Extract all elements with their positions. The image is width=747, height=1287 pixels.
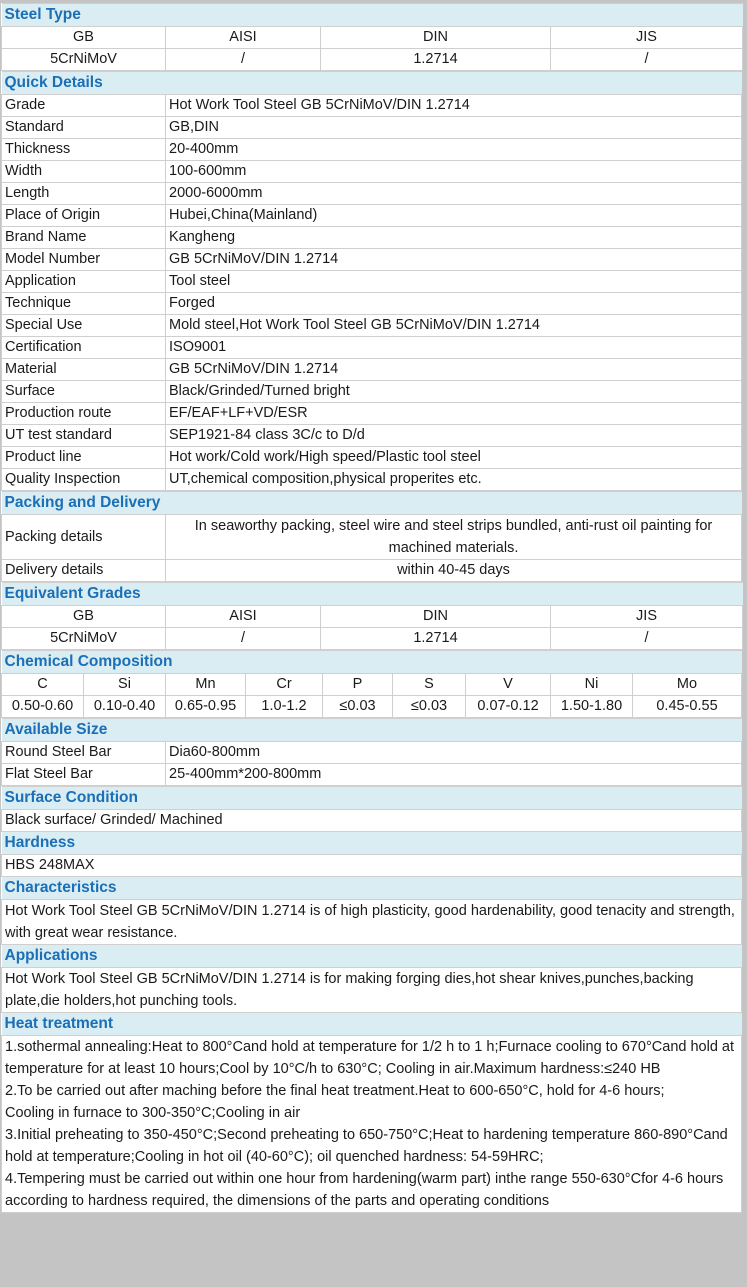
section-title-characteristics: Characteristics [2, 877, 742, 900]
header-din: DIN [321, 606, 551, 628]
row-value: 25-400mm*200-800mm [166, 764, 742, 786]
applications-text: Hot Work Tool Steel GB 5CrNiMoV/DIN 1.2714 is for making forging dies,hot shear knives,punches,backing plate,die holders,hot punching tools. [2, 968, 742, 1013]
element-c: C [2, 674, 84, 696]
table-row [2, 227, 742, 249]
equivalent-grades-table [1, 582, 743, 650]
row-label: Certification [2, 337, 166, 359]
element-ni: Ni [551, 674, 633, 696]
available-size-table [1, 718, 742, 786]
row-value: Kangheng [166, 227, 742, 249]
packing-delivery-table [1, 491, 742, 582]
steel-type-value-row [2, 49, 743, 71]
table-row [2, 425, 742, 447]
characteristics-text: Hot Work Tool Steel GB 5CrNiMoV/DIN 1.2714 is of high plasticity, good hardenability, good tenacity and strength, with great wear resistance. [2, 900, 742, 945]
row-label: Round Steel Bar [2, 742, 166, 764]
section-title-quick-details: Quick Details [2, 72, 742, 95]
heat-treatment-step: 4.Tempering must be carried out within one hour from hardening(warm part) inthe range 550-630°Cfor 4-6 hours according to hardness required, the dimensions of the parts and operating conditions [5, 1171, 724, 1209]
table-row [2, 560, 742, 582]
row-label: Material [2, 359, 166, 381]
row-label: Quality Inspection [2, 469, 166, 491]
table-row [2, 515, 742, 560]
value-aisi: / [166, 628, 321, 650]
element-si: Si [84, 674, 166, 696]
table-row [2, 183, 742, 205]
table-row [2, 139, 742, 161]
row-value: Hot Work Tool Steel GB 5CrNiMoV/DIN 1.2714 [166, 95, 742, 117]
row-value: UT,chemical composition,physical properites etc. [166, 469, 742, 491]
row-value: Hubei,China(Mainland) [166, 205, 742, 227]
steel-spec-document [1, 3, 742, 1213]
row-value: Black/Grinded/Turned bright [166, 381, 742, 403]
steel-type-table [1, 3, 743, 71]
row-value: Hot work/Cold work/High speed/Plastic tool steel [166, 447, 742, 469]
value-jis: / [551, 628, 743, 650]
row-label: Application [2, 271, 166, 293]
row-label: Thickness [2, 139, 166, 161]
element-s: S [393, 674, 466, 696]
table-row [2, 205, 742, 227]
table-row [2, 469, 742, 491]
row-value: GB 5CrNiMoV/DIN 1.2714 [166, 359, 742, 381]
row-value: 100-600mm [166, 161, 742, 183]
heat-treatment-step: 1.sothermal annealing:Heat to 800°Cand hold at temperature for 1/2 h to 1 h;Furnace cooling to 670°Cand hold at temperature for at least 10 hours;Cool by 10°C/h to 630°C; Cooling in air.Maximum hardness:≤240 HB [5, 1039, 735, 1077]
table-row [2, 293, 742, 315]
value-mn: 0.65-0.95 [166, 696, 246, 718]
value-v: 0.07-0.12 [466, 696, 551, 718]
steel-type-header-row [2, 27, 743, 49]
equivalent-grades-header-row [2, 606, 743, 628]
row-label: Flat Steel Bar [2, 764, 166, 786]
section-title-equivalent-grades: Equivalent Grades [2, 583, 743, 606]
row-value: within 40-45 days [166, 560, 742, 582]
text-sections-table [1, 786, 742, 1213]
row-value: GB,DIN [166, 117, 742, 139]
heat-treatment-step: Cooling in furnace to 300-350°C;Cooling in air [5, 1105, 301, 1121]
table-row [2, 381, 742, 403]
row-label: Place of Origin [2, 205, 166, 227]
section-title-heat-treatment: Heat treatment [2, 1013, 742, 1036]
row-label: UT test standard [2, 425, 166, 447]
row-label: Length [2, 183, 166, 205]
row-label: Surface [2, 381, 166, 403]
hardness-text: HBS 248MAX [2, 855, 742, 877]
table-row [2, 359, 742, 381]
element-mo: Mo [633, 674, 742, 696]
value-jis: / [551, 49, 743, 71]
row-value: EF/EAF+LF+VD/ESR [166, 403, 742, 425]
row-value: SEP1921-84 class 3C/c to D/d [166, 425, 742, 447]
value-gb: 5CrNiMoV [2, 49, 166, 71]
row-label: Width [2, 161, 166, 183]
section-title-available-size: Available Size [2, 719, 742, 742]
row-value: GB 5CrNiMoV/DIN 1.2714 [166, 249, 742, 271]
header-gb: GB [2, 606, 166, 628]
element-mn: Mn [166, 674, 246, 696]
table-row [2, 161, 742, 183]
element-v: V [466, 674, 551, 696]
row-label: Delivery details [2, 560, 166, 582]
table-row [2, 742, 742, 764]
table-row [2, 95, 742, 117]
section-title-packing-delivery: Packing and Delivery [2, 492, 742, 515]
element-header-row [2, 674, 742, 696]
row-value: 2000-6000mm [166, 183, 742, 205]
row-value: Tool steel [166, 271, 742, 293]
section-title-steel-type: Steel Type [2, 4, 743, 27]
value-gb: 5CrNiMoV [2, 628, 166, 650]
surface-condition-text: Black surface/ Grinded/ Machined [2, 810, 742, 832]
row-value: Forged [166, 293, 742, 315]
value-p: ≤0.03 [323, 696, 393, 718]
row-value: 20-400mm [166, 139, 742, 161]
section-title-chemical-composition: Chemical Composition [2, 651, 742, 674]
element-p: P [323, 674, 393, 696]
chemical-composition-table [1, 650, 742, 718]
row-value: In seaworthy packing, steel wire and steel strips bundled, anti-rust oil painting for machined materials. [166, 515, 742, 560]
value-din: 1.2714 [321, 628, 551, 650]
element-value-row [2, 696, 742, 718]
value-aisi: / [166, 49, 321, 71]
header-jis: JIS [551, 606, 743, 628]
element-cr: Cr [246, 674, 323, 696]
table-row [2, 337, 742, 359]
table-row [2, 271, 742, 293]
header-din: DIN [321, 27, 551, 49]
row-label: Grade [2, 95, 166, 117]
row-label: Special Use [2, 315, 166, 337]
section-title-applications: Applications [2, 945, 742, 968]
value-din: 1.2714 [321, 49, 551, 71]
header-jis: JIS [551, 27, 743, 49]
equivalent-grades-value-row [2, 628, 743, 650]
section-title-hardness: Hardness [2, 832, 742, 855]
header-gb: GB [2, 27, 166, 49]
quick-details-table [1, 71, 742, 491]
table-row [2, 117, 742, 139]
header-aisi: AISI [166, 606, 321, 628]
row-label: Packing details [2, 515, 166, 560]
row-label: Technique [2, 293, 166, 315]
value-s: ≤0.03 [393, 696, 466, 718]
heat-treatment-body [2, 1036, 742, 1213]
section-title-surface-condition: Surface Condition [2, 787, 742, 810]
table-row [2, 403, 742, 425]
table-row [2, 447, 742, 469]
row-label: Model Number [2, 249, 166, 271]
row-label: Production route [2, 403, 166, 425]
row-label: Product line [2, 447, 166, 469]
value-ni: 1.50-1.80 [551, 696, 633, 718]
value-cr: 1.0-1.2 [246, 696, 323, 718]
row-label: Brand Name [2, 227, 166, 249]
table-row [2, 764, 742, 786]
heat-treatment-step: 3.Initial preheating to 350-450°C;Second preheating to 650-750°C;Heat to hardening temperature 860-890°Cand hold at temperature;Cooling in hot oil (40-60°C); oil quenched hardness: 54-59HRC; [5, 1127, 728, 1165]
row-label: Standard [2, 117, 166, 139]
value-c: 0.50-0.60 [2, 696, 84, 718]
row-value: Mold steel,Hot Work Tool Steel GB 5CrNiMoV/DIN 1.2714 [166, 315, 742, 337]
row-value: ISO9001 [166, 337, 742, 359]
table-row [2, 249, 742, 271]
header-aisi: AISI [166, 27, 321, 49]
heat-treatment-step: 2.To be carried out after maching before the final heat treatment.Heat to 600-650°C, hold for 4-6 hours; [5, 1083, 665, 1099]
value-mo: 0.45-0.55 [633, 696, 742, 718]
value-si: 0.10-0.40 [84, 696, 166, 718]
row-value: Dia60-800mm [166, 742, 742, 764]
table-row [2, 315, 742, 337]
